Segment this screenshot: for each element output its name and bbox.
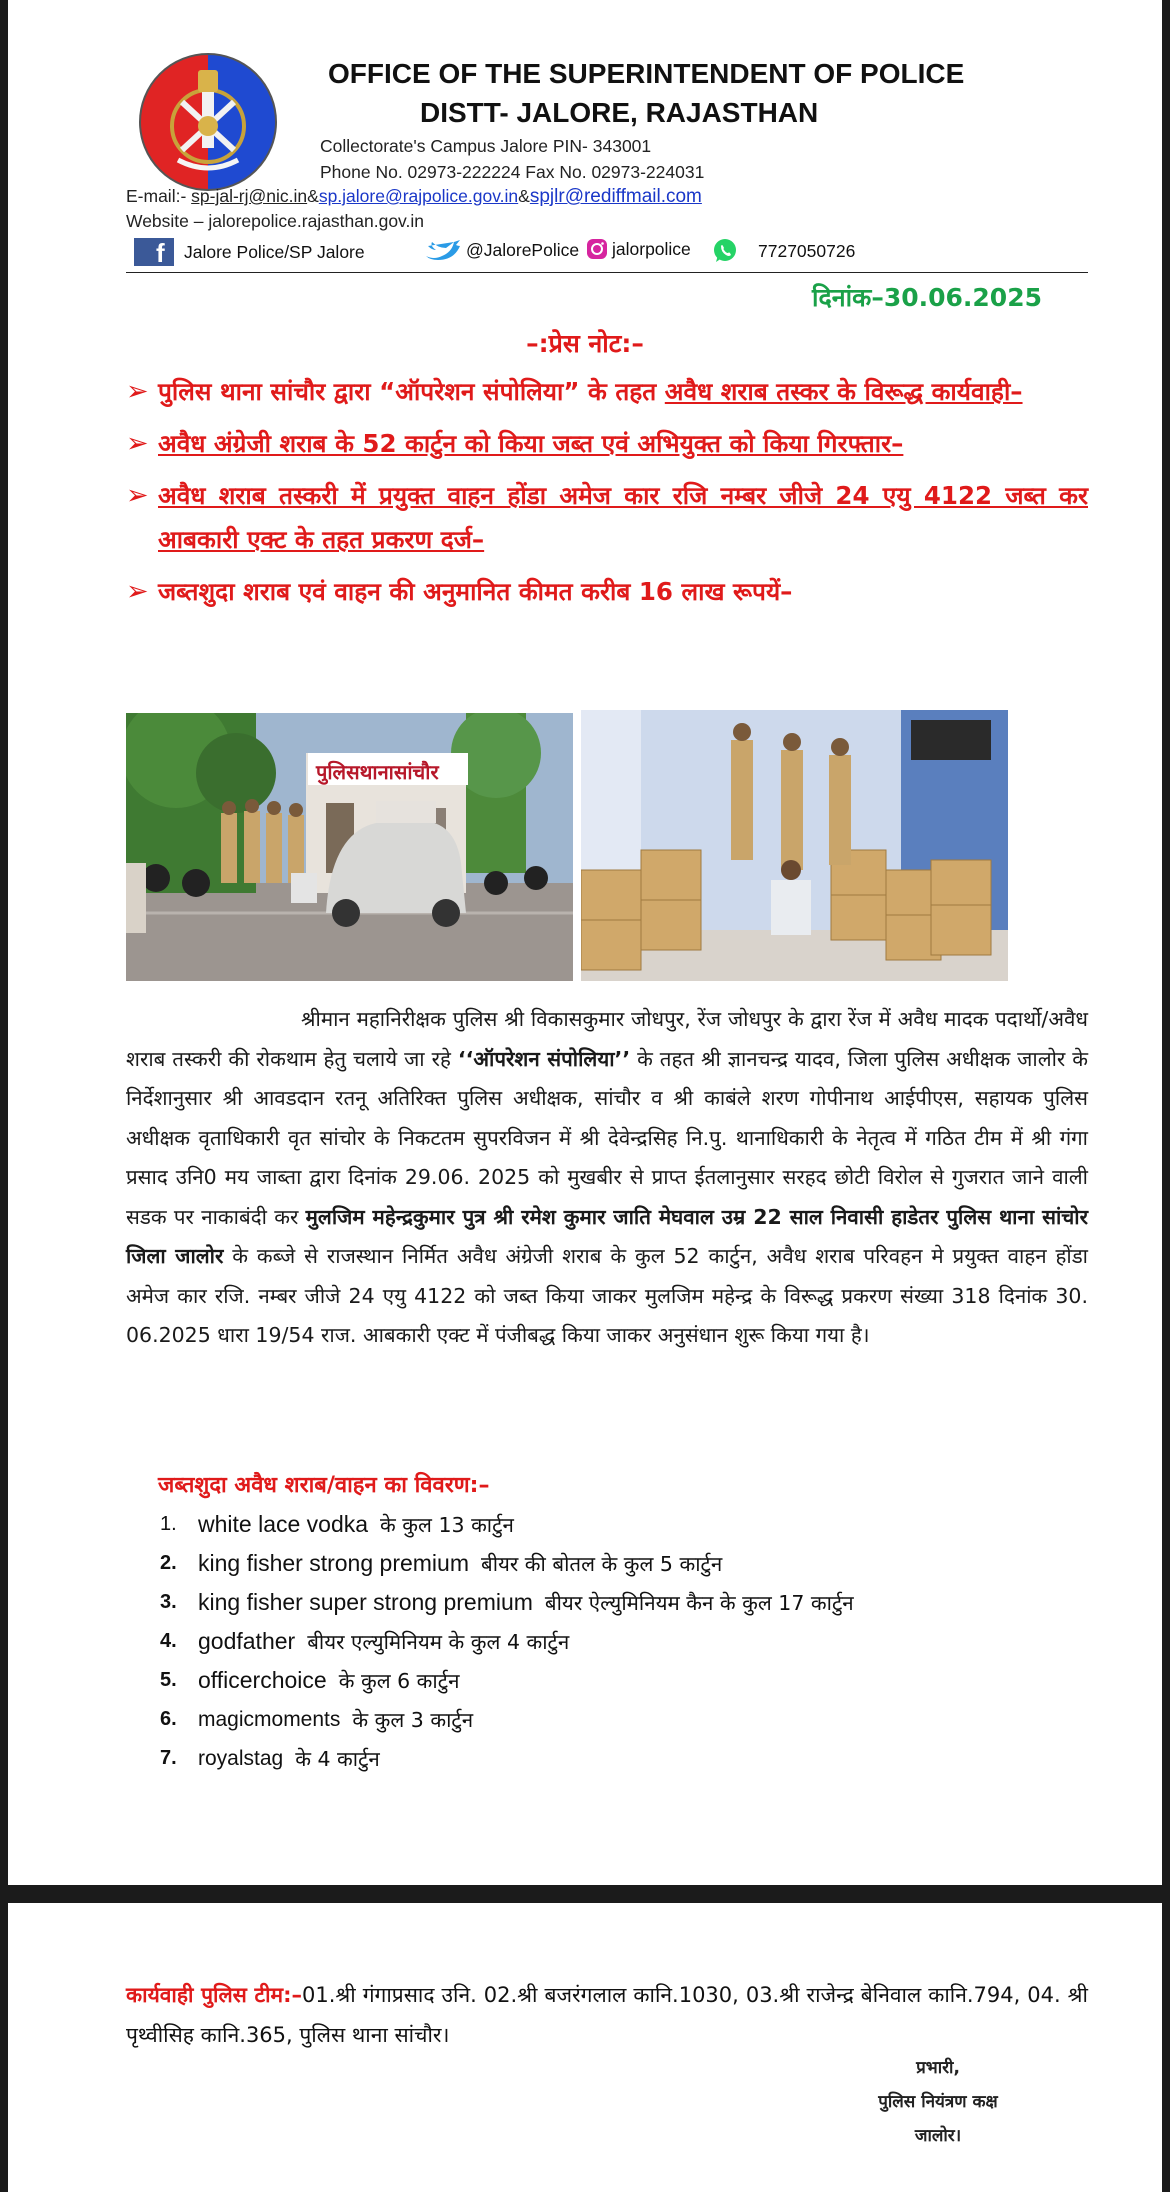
- body-text-part: श्रीमान महानिरीक्षक पुलिस श्री विकासकुमार जोधपुर, रेंज जोधपुर के द्वारा रेंज में अवैध मादक पदार्थो/अवैध शराब तस्करी की रोकथाम हेतु चलाये जा रहे: [126, 1007, 1088, 1071]
- whatsapp-icon: [712, 238, 738, 264]
- instagram-text: jalorpolice: [612, 238, 691, 259]
- signature-office: पुलिस नियंत्रण कक्ष: [878, 2092, 998, 2112]
- body-text-part: के कब्जे से राजस्थान निर्मित अवैध अंग्रेजी शराब के कुल 52 कार्टुन, अवैध शराब परिवहन मे प्रयुक्त वाहन होंडा अमेज कार रजि. नम्बर जीजे 24 एयु 4122 को जब्त किया जाकर मुलजिम महेन्द्र के विरूद्ध प्रकरण संख्या 318 दिनांक 30. 06.2025 धारा 19/54 राज. आबकारी एक्ट में पंजीबद्ध किया जाकर अनुसंधान शुरू किया गया है।: [126, 1244, 1088, 1347]
- list-item: 2. king fisher strong premium बीयर की बोतल के कुल 5 कार्टुन: [160, 1550, 723, 1576]
- body-text-part: के तहत श्री ज्ञानचन्द्र यादव, जिला पुलिस अधीक्षक जालोर के निर्देशानुसार श्री आवडदान रतनू अतिरिक्त पुलिस अधीक्षक, सांचौर व श्री काबंले शरण गोपीनाथ आईपीएस, सहायक पुलिस अधीक्षक वृताधिकारी वृत सांचोर के निकटतम सुपरविजन में श्री देवेन्द्रसिह नि.पु. थानाधिकारी के नेतृत्व में गठित टीम में श्री गंगा प्रसाद उनि0 मय जाब्ता द्वारा दिनांक 29.06. 2025 को मुखबीर से प्राप्त ईतलानुसार सरहद छोटी विरोल से गुजरात जाने वाली सडक पर नाकाबंदी कर: [126, 1046, 1088, 1229]
- list-item: 5. officerchoice के कुल 6 कार्टुन: [160, 1667, 460, 1693]
- address-line: Collectorate's Campus Jalore PIN- 343001: [320, 136, 652, 156]
- arrow-bullet-icon: ➢: [126, 428, 149, 459]
- list-item: 1. white lace vodka के कुल 13 कार्टुन: [160, 1511, 514, 1537]
- header-divider: [126, 272, 1088, 273]
- svg-text:f: f: [156, 238, 165, 266]
- seized-items-heading: जब्तशुदा अवैध शराब/वाहन का विवरण:–: [158, 1473, 490, 1498]
- photo-police-station-seized-car: [126, 713, 573, 981]
- highlight-text: पुलिस थाना सांचौर द्वारा “ऑपरेशन संपोलिया” के तहत: [158, 377, 665, 406]
- highlight-list: [126, 370, 1088, 622]
- press-note-page-2: [8, 1903, 1162, 2192]
- email-link-nic[interactable]: sp-jal-rj@nic.in: [191, 186, 308, 206]
- phone-line: Phone No. 02973-222224 Fax No. 02973-224031: [320, 162, 705, 182]
- press-date: दिनांक–30.06.2025: [812, 283, 1042, 312]
- arrow-bullet-icon: ➢: [126, 576, 149, 607]
- facebook-text: Jalore Police/SP Jalore: [184, 241, 365, 262]
- team-label: कार्यवाही पुलिस टीम:–: [126, 1983, 302, 2007]
- highlight-underlined: अवैध शराब तस्कर के विरूद्ध कार्यवाही–: [664, 377, 1023, 406]
- email-link-rajpolice[interactable]: sp.jalore@rajpolice.gov.in: [318, 186, 519, 206]
- email-line: [126, 186, 702, 208]
- whatsapp-contact[interactable]: [712, 238, 855, 264]
- email-link-rediff[interactable]: spjlr@rediffmail.com: [529, 186, 702, 207]
- action-team-paragraph: [126, 1975, 1088, 2055]
- instagram-handle[interactable]: [586, 238, 691, 260]
- twitter-bird-icon: [424, 238, 462, 262]
- arrow-bullet-icon: ➢: [126, 376, 149, 407]
- highlight-text: जब्तशुदा शराब एवं वाहन की अनुमानित कीमत करीब 16 लाख रूपयें–: [158, 577, 793, 606]
- signature-title: प्रभारी,: [916, 2058, 960, 2078]
- signature-place: जालोर।: [914, 2126, 962, 2146]
- press-note-page: [8, 0, 1162, 1885]
- operation-name: ‘‘ऑपरेशन संपोलिया’’: [457, 1046, 631, 1071]
- highlight-item: [126, 370, 1088, 414]
- list-item: 3. king fisher super strong premium बीयर ऐल्युमिनियम कैन के कुल 17 कार्टुन: [160, 1589, 854, 1615]
- list-item: 6. magicmoments के कुल 3 कार्टुन: [160, 1707, 474, 1732]
- facebook-icon: [134, 238, 174, 266]
- highlight-item: [126, 570, 1088, 614]
- whatsapp-number: 7727050726: [758, 240, 856, 261]
- accused-details: मुलजिम महेन्द्रकुमार पुत्र श्री रमेश कुमार जाति मेघवाल उम्र 22 साल निवासी हाडेतर पुलिस थाना सांचोर जिला जालोर: [126, 1204, 1088, 1268]
- list-item: 4. godfather बीयर एल्युमिनियम के कुल 4 कार्टुन: [160, 1628, 570, 1654]
- email-label: E-mail:-: [126, 186, 192, 206]
- arrow-bullet-icon: ➢: [126, 480, 149, 511]
- press-body-paragraph: [126, 1000, 1088, 1356]
- office-title: OFFICE OF THE SUPERINTENDENT OF POLICE: [328, 58, 965, 89]
- press-note-heading: –:प्रेस नोट:–: [526, 329, 644, 358]
- twitter-text: @JalorePolice: [466, 239, 580, 260]
- signature-block: [868, 2051, 1008, 2153]
- highlight-underlined: अवैध अंग्रेजी शराब के 52 कार्टुन को किया जब्त एवं अभियुक्त को किया गिरफ्तार–: [158, 429, 904, 458]
- team-members: 01.श्री गंगाप्रसाद उनि. 02.श्री बजरंगलाल कानि.1030, 03.श्री राजेन्द्र बेनिवाल कानि.794, 04. श्री पृथ्वीसिह कानि.365, पुलिस थाना सांचौर।: [126, 1983, 1088, 2047]
- facebook-handle[interactable]: [134, 238, 365, 266]
- seized-items-list: [160, 1505, 1060, 1778]
- amp-2: &: [518, 186, 530, 206]
- list-item: 7. royalstag के 4 कार्टुन: [160, 1746, 380, 1771]
- highlight-underlined: अवैध शराब तस्करी में प्रयुक्त वाहन होंडा अमेज कार रजि नम्बर जीजे 24 एयु 4122 जब्त कर आबकारी एक्ट के तहत प्रकरण दर्ज–: [158, 481, 1088, 554]
- rajasthan-police-emblem-icon: [138, 52, 278, 192]
- amp-1: &: [307, 186, 319, 206]
- instagram-icon: [586, 238, 608, 260]
- district-title: DISTT- JALORE, RAJASTHAN: [420, 97, 819, 128]
- highlight-item: [126, 474, 1088, 562]
- highlight-item: [126, 422, 1088, 466]
- website-line[interactable]: Website – jalorepolice.rajasthan.gov.in: [126, 211, 424, 231]
- photo-seized-liquor-cartons: [581, 710, 1008, 981]
- station-sign-text: पुलिसथानासांचौर: [316, 760, 439, 784]
- twitter-handle[interactable]: [424, 238, 579, 262]
